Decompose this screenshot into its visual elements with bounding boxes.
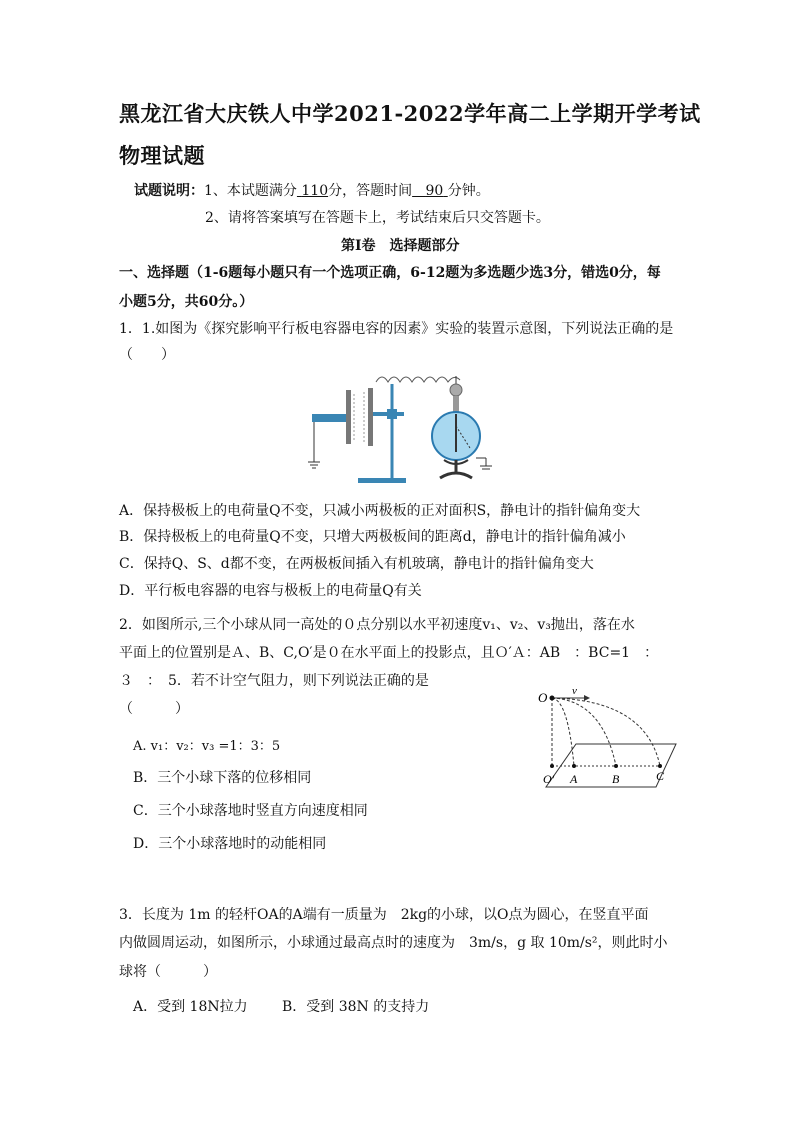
q3-option-b: B．受到 38N 的支持力 bbox=[282, 999, 430, 1015]
fig-label-O-prime: O′ bbox=[543, 772, 555, 786]
instructions-text-c: 分钟。 bbox=[447, 183, 490, 199]
q3-stem-line3: 球将（ ） bbox=[119, 964, 217, 980]
q1-stem-line2: （ ） bbox=[119, 347, 175, 363]
section-intro-line2: 小题5分，共60分。） bbox=[119, 294, 254, 310]
duration: 90 bbox=[425, 183, 444, 199]
q1-option-c: C．保持Q、S、d都不变，在两极板间插入有机玻璃，静电计的指针偏角变大 bbox=[119, 556, 594, 572]
instructions-line2: 2、请将答案填写在答题卡上，考试结束后只交答题卡。 bbox=[205, 210, 550, 226]
q1-option-d: D．平行板电容器的电容与极板上的电荷量Q有关 bbox=[119, 583, 422, 599]
section-intro-line1: 一、选择题（1-6题每小题只有一个选项正确，6-12题为多选题少选3分，错选0分，每 bbox=[119, 265, 661, 281]
q3-stem-line2: 内做圆周运动，如图所示，小球通过最高点时的速度为 3m/s，g 取 10m/s²，则此时小 bbox=[119, 935, 668, 951]
q2-option-a: A. v₁：v₂：v₃ =1：3：5 bbox=[133, 739, 281, 754]
q1-option-a: A．保持极板上的电荷量Q不变，只减小两极板的正对面积S，静电计的指针偏角变大 bbox=[119, 503, 641, 519]
instructions-text-a: 1、本试题满分 bbox=[204, 183, 297, 199]
fig-label-B: B bbox=[612, 772, 620, 786]
q3-stem-line1: 3．长度为 1m 的轻杆OA的A端有一质量为 2kg的小球，以O点为圆心，在竖直平面 bbox=[119, 907, 649, 923]
q2-stem-line1: 2．如图所示,三个小球从同一高处的０点分别以水平初速度v₁、v₂、v₃抛出，落在水 bbox=[119, 617, 635, 633]
fig-label-C: C bbox=[656, 769, 665, 783]
full-score: 110 bbox=[301, 183, 329, 199]
q2-option-c: C．三个小球落地时竖直方向速度相同 bbox=[133, 803, 368, 819]
fig-label-O: O bbox=[538, 690, 548, 705]
q1-stem-line1: 1．1.如图为《探究影响平行板电容器电容的因素》实验的装置示意图，下列说法正确的是 bbox=[119, 321, 674, 337]
instructions-line1 bbox=[134, 180, 490, 200]
page-title-line1: 黑龙江省大庆铁人中学2021-2022学年高二上学期开学考试 bbox=[119, 101, 701, 126]
q1-option-b: B．保持极板上的电荷量Q不变，只增大两极板间的距离d，静电计的指针偏角减小 bbox=[119, 529, 626, 545]
q1-capacitor-apparatus-figure bbox=[308, 370, 508, 490]
q2-stem-line2: 平面上的位置别是Ａ、B、C,O′是０在水平面上的投影点，且Ｏ′Ａ：AB ：BC=1 ： bbox=[119, 645, 659, 661]
q2-stem-line3: ３ ： 5．若不计空气阻力，则下列说法正确的是 bbox=[119, 673, 429, 689]
q2-option-b: B．三个小球下落的位移相同 bbox=[133, 770, 312, 786]
instructions-text-b: 分，答题时间 bbox=[328, 183, 413, 199]
q2-stem-line4: （ ） bbox=[119, 701, 189, 717]
fig-label-v: v bbox=[572, 685, 577, 697]
page-title-line2: 物理试题 bbox=[119, 143, 205, 168]
fig-label-A: A bbox=[570, 772, 578, 786]
q2-option-d: D．三个小球落地时的动能相同 bbox=[133, 836, 327, 852]
instructions-label: 试题说明： bbox=[134, 183, 204, 199]
section-heading: 第Ⅰ卷 选择题部分 bbox=[341, 238, 460, 254]
q3-option-a: A．受到 18N拉力 bbox=[133, 999, 248, 1015]
q2-projectile-figure bbox=[538, 685, 676, 796]
